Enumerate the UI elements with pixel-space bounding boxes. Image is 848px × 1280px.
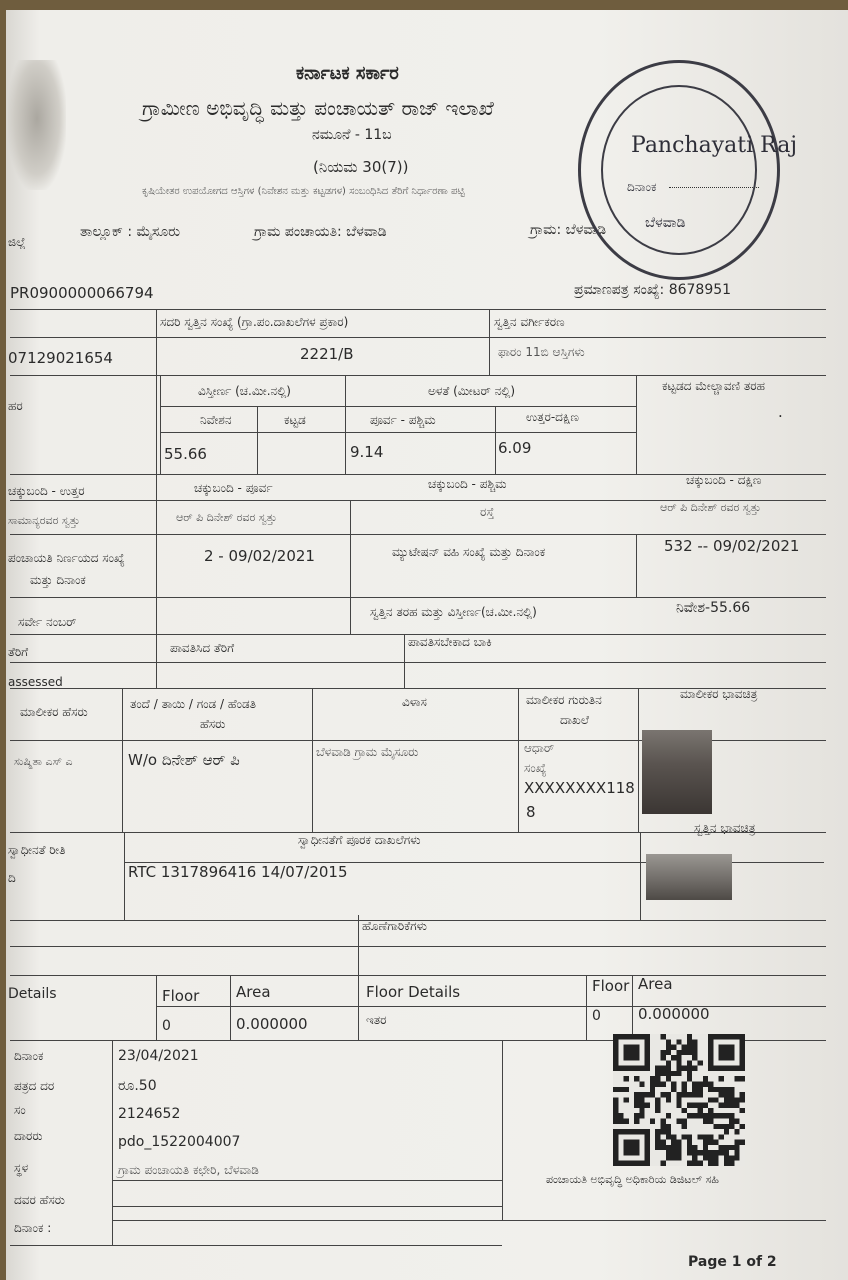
building-head: ಕಟ್ಟಡ [284, 413, 306, 427]
place-label: ಸ್ಥಳ [14, 1161, 29, 1175]
floor-head-left: Floor [162, 987, 200, 1005]
owner-name-head: ಮಾಲೀಕರ ಹೆಸರು [20, 705, 88, 719]
property-type-label: ಸ್ವತ್ತಿನ ತರಹ ಮತ್ತು ವಿಸ್ತೀರ್ಣ(ಚ.ಮೀ.ನಲ್ಲಿ) [370, 605, 537, 619]
mutation-value: 532 -- 09/02/2021 [664, 537, 800, 555]
issued-by-label: ದಾರರು [14, 1129, 43, 1143]
state-emblem-icon [8, 60, 66, 190]
id-proof-head-2: ದಾಖಲೆ [560, 713, 589, 727]
resolution-value: 2 - 09/02/2021 [204, 547, 315, 565]
roof-value: . [778, 403, 783, 421]
property-number-head: ಸದರಿ ಸ್ವತ್ತಿನ ಸಂಖ್ಯೆ (ಗ್ರಾ.ಪಂ.ದಾಖಲೆಗಳ ಪ್ರಕಾರ) [160, 315, 349, 329]
property-type-value: ನಿವೇಶ-55.66 [676, 600, 751, 616]
relation-value: W/o ದಿನೇಶ್ ಆರ್ ಪಿ [128, 751, 240, 769]
gram-panchayat: ಗ್ರಾಮ ಪಂಚಾಯತಿ: ಬೆಳವಾಡಿ [254, 224, 387, 240]
id-number-2: 8 [526, 803, 536, 821]
issued-by-value: pdo_1522004007 [118, 1134, 241, 1150]
west-boundary-head: ಚಕ್ಕುಬಂದಿ - ಪಶ್ಚಿಮ [428, 477, 507, 491]
relation-head-2: ಹೆಸರು [200, 717, 226, 731]
id-type: ಆಧಾರ್ [524, 741, 555, 755]
floor-head-right: Floor [592, 977, 630, 995]
form-subtitle: ಕೃಷಿಯೇತರ ಉಪಯೋಗದ ಆಸ್ತಿಗಳ (ನಿವೇಶನ ಮತ್ತು ಕಟ್ಟಡಗಳ) ಸಂಬಂಧಿಸಿದ ತೆರಿಗೆ ನಿರ್ಧಾರಣಾ ಪಟ್ಟಿ [142, 186, 465, 197]
department-title: ಗ್ರಾಮೀಣ ಅಭಿವೃದ್ಧಿ ಮತ್ತು ಪಂಚಾಯತ್ ರಾಜ್ ಇಲಾಖೆ [142, 96, 494, 120]
date2-label: ದಿನಾಂಕ : [14, 1221, 52, 1235]
rule-number: (ನಿಯಮ 30(7)) [313, 158, 409, 176]
page-number: Page 1 of 2 [688, 1254, 777, 1270]
south-boundary-head: ಚಕ್ಕುಬಂದಿ - ದಕ್ಷಿಣ [686, 473, 762, 487]
property-photo [646, 854, 732, 900]
taluk: ತಾಲ್ಲೂಕ್ : ಮೈಸೂರು [80, 224, 181, 240]
area-head-right: Area [638, 975, 673, 993]
id-number: XXXXXXXX118 [524, 779, 635, 797]
form-number: ನಮೂನೆ - 11ಬ [312, 127, 392, 143]
left-edge-label: ಜಿಲ್ಲೆ [8, 235, 26, 249]
place-value: ಗ್ರಾಮ ಪಂಚಾಯತಿ ಕಛೇರಿ, ಬೆಳವಾಡಿ [118, 1163, 259, 1177]
site-head: ನಿವೇಶನ [200, 413, 232, 427]
dimensions-head: ಅಳತೆ (ಮೀಟರ್ ನಲ್ಲಿ) [428, 384, 516, 398]
owner-photo [642, 730, 712, 814]
floor-details-head: Floor Details [366, 983, 461, 1001]
floor-value-right: 0 [592, 1008, 601, 1024]
serial-value: 2124652 [118, 1106, 181, 1122]
classification-value: ಫಾರಂ 11ಬಿ ಆಸ್ತಿಗಳು [498, 345, 585, 359]
id-type-2: ಸಂಖ್ಯೆ [524, 761, 547, 775]
survey-number-label: ಸರ್ವೇ ನಂಬರ್ [18, 615, 77, 629]
certificate-number: ಪ್ರಮಾಣಪತ್ರ ಸಂಖ್ಯೆ: 8678951 [574, 282, 732, 298]
govt-title: ಕರ್ನಾಟಕ ಸರ್ಕಾರ [296, 63, 399, 84]
resolution-label-2: ಮತ್ತು ದಿನಾಂಕ [30, 573, 86, 587]
left-mark: ದಿ [8, 871, 16, 885]
floor-value-left: 0 [162, 1018, 171, 1034]
due-tax-label: ಪಾವತಿಸಬೇಕಾದ ಬಾಕಿ [408, 635, 492, 649]
id-proof-head: ಮಾಲೀಕರ ಗುರುತಿನ [526, 693, 602, 707]
south-boundary-value: ಆರ್ ಪಿ ದಿನೇಶ್ ರವರ ಸ್ವತ್ತು [660, 501, 761, 514]
liabilities-head: ಹೊಣೆಗಾರಿಕೆಗಳು [362, 919, 427, 933]
area-head-left: Area [236, 983, 271, 1001]
panchayat-seal-stamp: Panchayati Raj ದಿನಾಂಕ ಬೆಳವಾಡಿ [578, 60, 780, 280]
roof-head: ಕಟ್ಟಡದ ಮೇಲ್ಚಾವಣಿ ತರಹ [662, 379, 765, 393]
mutation-label: ಮ್ಯುಟೇಷನ್ ವಹಿ ಸಂಖ್ಯೆ ಮತ್ತು ದಿನಾಂಕ [392, 545, 546, 559]
north-boundary-value: ಸಾಮಾನ್ಯರವರ ಸ್ವತ್ತು [8, 514, 80, 527]
property-photo-head: ಸ್ವತ್ತಿನ ಭಾವಚಿತ್ರ [694, 821, 756, 835]
area-value-left: 0.000000 [236, 1015, 308, 1033]
property-id: PR0900000066794 [10, 284, 154, 302]
fee-value: ರೂ.50 [118, 1078, 157, 1094]
west-boundary-value: ರಸ್ತೆ [480, 505, 495, 519]
issue-date-label: ದಿನಾಂಕ [14, 1049, 44, 1063]
fee-label: ಪತ್ರದ ದರ [14, 1079, 55, 1093]
east-west-head: ಪೂರ್ವ - ಪಶ್ಚಿಮ [370, 413, 436, 427]
others-label: ಇತರ [366, 1013, 387, 1027]
east-boundary-head: ಚಕ್ಕುಬಂದಿ - ಪೂರ್ವ [194, 481, 273, 495]
paid-tax-label: ಪಾವತಿಸಿದ ತೆರಿಗೆ [170, 641, 235, 655]
supporting-docs-head: ಸ್ವಾಧೀನತೆಗೆ ಪೂರಕ ದಾಖಲೆಗಳು [298, 833, 421, 847]
property-number: 2221/B [300, 345, 354, 363]
area-value-right: 0.000000 [638, 1005, 710, 1023]
qr-code-icon [612, 1034, 746, 1166]
classification-head: ಸ್ವತ್ತಿನ ವರ್ಗೀಕರಣ [494, 315, 565, 329]
issue-date-value: 23/04/2021 [118, 1048, 199, 1064]
supporting-doc-value: RTC 1317896416 14/07/2015 [128, 863, 348, 881]
site-area-value: 55.66 [164, 445, 207, 463]
north-south-head: ಉತ್ತರ-ದಕ್ಷಿಣ [526, 410, 579, 424]
village: ಗ್ರಾಮ: ಬೆಳವಾಡಿ [530, 222, 607, 238]
owner-name-value: ಸುಷ್ಮಿತಾ ಎಸ್ ಎ [14, 755, 73, 768]
left-row-label: ಹರ [8, 399, 23, 413]
assessed-label: assessed [8, 675, 63, 689]
address-head: ವಿಳಾಸ [402, 695, 427, 709]
owner-photo-head: ಮಾಲೀಕರ ಭಾವಚಿತ್ರ [680, 687, 758, 701]
east-boundary-value: ಆರ್ ಪಿ ದಿನೇಶ್ ರವರ ಸ್ವತ್ತು [176, 511, 277, 524]
area-head: ವಿಸ್ತೀರ್ಣ (ಚ.ಮೀ.ನಲ್ಲಿ) [198, 384, 291, 398]
applicant-name-label: ದವರ ಹೆಸರು [14, 1193, 65, 1207]
north-south-value: 6.09 [498, 439, 532, 457]
digital-signature-label: ಪಂಚಾಯತಿ ಅಭಿವೃದ್ಧಿ ಅಧಿಕಾರಿಯ ಡಿಜಿಟಲ್ ಸಹಿ [546, 1173, 719, 1186]
details-label: Details [8, 986, 57, 1002]
tax-left-label: ತೆರಿಗೆ [8, 645, 29, 659]
north-boundary-head: ಚಕ್ಕುಬಂದಿ - ಉತ್ತರ [8, 484, 85, 498]
resolution-label: ಪಂಚಾಯತಿ ನಿರ್ಣಯದ ಸಂಖ್ಯೆ [8, 551, 125, 565]
ownership-mode-label: ಸ್ವಾಧೀನತೆ ರೀತಿ [8, 843, 66, 857]
serial-label: ಸಂ [14, 1103, 26, 1117]
left-id: 07129021654 [8, 349, 113, 367]
relation-head: ತಂದೆ / ತಾಯಿ / ಗಂಡ / ಹೆಂಡತಿ [130, 697, 256, 711]
east-west-value: 9.14 [350, 443, 384, 461]
address-value: ಬೆಳವಾಡಿ ಗ್ರಾಮ ಮೈಸೂರು [316, 745, 419, 759]
